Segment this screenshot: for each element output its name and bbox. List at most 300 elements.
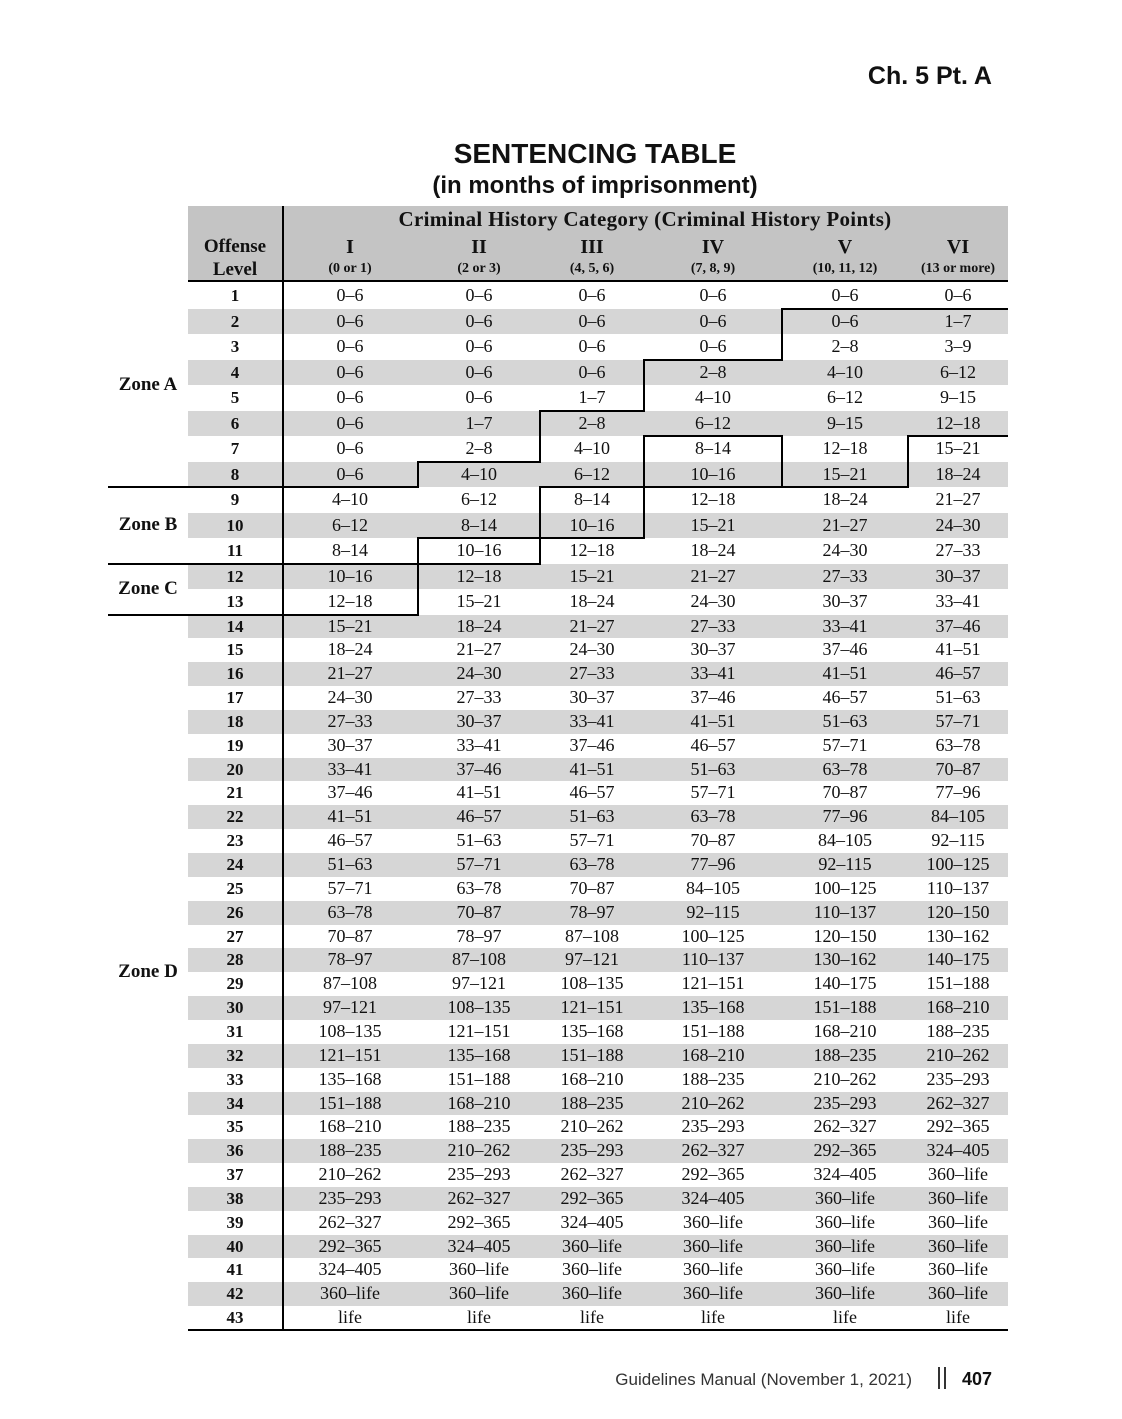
offense-level: 37 — [226, 1165, 244, 1185]
guideline-range: 0–6 — [699, 310, 727, 331]
table-row — [188, 781, 1008, 805]
guideline-range: 10–16 — [569, 514, 615, 535]
guideline-range: 63–78 — [456, 877, 502, 898]
table-row — [188, 877, 1008, 901]
guideline-range: 10–16 — [327, 565, 373, 586]
guideline-range: 360–life — [683, 1283, 743, 1304]
page-number: 407 — [962, 1369, 993, 1389]
guideline-range: 0–6 — [465, 285, 493, 305]
offense-level-header — [188, 235, 282, 281]
guideline-range: 262–327 — [318, 1211, 382, 1232]
guideline-range: 360–life — [815, 1187, 875, 1208]
guideline-range: 360–life — [683, 1235, 743, 1256]
offense-level: 17 — [226, 688, 244, 708]
guideline-range: 24–30 — [327, 687, 373, 708]
guideline-range: 0–6 — [336, 336, 364, 356]
guideline-range: 30–37 — [327, 734, 373, 755]
guideline-range: 8–14 — [574, 489, 610, 509]
guideline-range: 135–168 — [447, 1044, 511, 1065]
guideline-range: 151–188 — [447, 1068, 511, 1089]
guideline-range: 0–6 — [578, 285, 606, 305]
guideline-range: 30–37 — [822, 591, 868, 611]
guideline-range: 235–293 — [447, 1164, 511, 1185]
zone-a-b-boundary-step — [539, 410, 541, 463]
guideline-range: 15–21 — [327, 615, 373, 636]
guideline-range: 27–33 — [569, 663, 615, 684]
guideline-range: 41–51 — [822, 663, 868, 684]
offense-level: 32 — [226, 1045, 244, 1065]
table-row — [188, 1115, 1008, 1139]
table-row — [188, 996, 1008, 1020]
category-numeral: V — [837, 236, 853, 258]
guideline-range: 262–327 — [560, 1164, 624, 1185]
guideline-range: 37–46 — [935, 615, 981, 636]
zone-b-c-boundary-step — [781, 435, 783, 488]
zone-c-d-boundary-segment — [782, 486, 908, 488]
table-row — [188, 901, 1008, 925]
table-row — [188, 948, 1008, 972]
guideline-range: 151–188 — [813, 997, 877, 1018]
guideline-range: 168–210 — [318, 1116, 382, 1137]
table-row — [188, 360, 1008, 386]
guideline-range: 6–12 — [461, 489, 497, 509]
zone-label: Zone C — [118, 578, 178, 599]
guideline-range: 51–63 — [456, 830, 502, 851]
guideline-range: 46–57 — [935, 663, 981, 684]
zone-c-d-boundary-step — [539, 537, 541, 565]
guideline-range: 15–21 — [456, 591, 502, 611]
offense-level: 9 — [230, 490, 240, 509]
guideline-range: 33–41 — [456, 734, 502, 755]
offense-level: 1 — [230, 286, 240, 305]
guideline-range: 51–63 — [822, 710, 868, 731]
guideline-range: 33–41 — [569, 710, 615, 731]
offense-label: Offense — [203, 236, 267, 257]
offense-level: 42 — [226, 1284, 244, 1304]
guideline-range: 0–6 — [465, 310, 493, 331]
guideline-range: 235–293 — [926, 1068, 990, 1089]
guideline-range: 77–96 — [935, 782, 981, 803]
zone-a-b-boundary-step — [417, 461, 419, 489]
guideline-range: 0–6 — [699, 285, 727, 305]
guideline-range: 168–210 — [447, 1092, 511, 1113]
offense-level: 4 — [230, 362, 240, 382]
guideline-range: 135–168 — [318, 1068, 382, 1089]
table-row — [188, 1044, 1008, 1068]
guideline-range: 8–14 — [332, 540, 368, 560]
guideline-range: 12–18 — [569, 540, 615, 560]
guideline-range: 188–235 — [813, 1044, 877, 1065]
guideline-range: 70–87 — [456, 901, 502, 922]
guideline-range: 57–71 — [569, 830, 615, 851]
guideline-range: 210–262 — [813, 1068, 877, 1089]
guideline-range: 8–14 — [461, 514, 497, 535]
guideline-range: 262–327 — [813, 1116, 877, 1137]
guideline-range: 27–33 — [935, 540, 981, 560]
table-row — [188, 686, 1008, 710]
guideline-range: 18–24 — [569, 591, 615, 611]
offense-level: 39 — [226, 1212, 244, 1232]
zone-b-c-boundary-segment — [282, 563, 418, 565]
guideline-range: 108–135 — [560, 973, 624, 994]
guideline-range: 41–51 — [456, 782, 502, 803]
guideline-range: 0–6 — [465, 361, 493, 382]
guideline-range: 324–405 — [681, 1187, 745, 1208]
guideline-range: 9–15 — [827, 412, 863, 433]
guideline-range: 2–8 — [831, 336, 859, 356]
table-row — [188, 1187, 1008, 1211]
guideline-range: 120–150 — [926, 901, 990, 922]
guideline-range: 188–235 — [318, 1140, 382, 1161]
guideline-range: 78–97 — [456, 925, 502, 946]
zone-b-c-boundary-step — [539, 486, 541, 539]
table-row — [188, 1211, 1008, 1235]
guideline-range: 0–6 — [831, 310, 859, 331]
guideline-range: 18–24 — [327, 639, 373, 660]
zone-label: Zone B — [118, 514, 178, 536]
category-points: (13 or more) — [920, 261, 996, 276]
guideline-range: 324–405 — [318, 1259, 382, 1280]
table-subtitle: (in months of imprisonment) — [432, 172, 758, 199]
zone-b-c-boundary-step — [643, 435, 645, 488]
table-row — [188, 972, 1008, 996]
guideline-range: 235–293 — [560, 1140, 624, 1161]
guideline-range: 360–life — [928, 1235, 988, 1256]
offense-level: 7 — [230, 439, 240, 458]
guideline-range: 2–8 — [699, 361, 727, 382]
guideline-range: 37–46 — [569, 734, 615, 755]
guideline-range: 63–78 — [690, 806, 736, 827]
guideline-range: 110–137 — [813, 901, 877, 922]
guideline-range: 24–30 — [690, 591, 736, 611]
footer-separator — [938, 1367, 946, 1389]
guideline-range: 360–life — [928, 1283, 988, 1304]
offense-level: 24 — [226, 855, 244, 874]
guideline-range: 1–7 — [465, 412, 493, 433]
guideline-range: 360–life — [928, 1211, 988, 1232]
zone-c-d-boundary-segment — [644, 486, 782, 488]
guideline-range: 33–41 — [690, 663, 736, 684]
table-row — [188, 436, 1008, 462]
guideline-range: 8–14 — [695, 438, 731, 458]
table-row — [188, 734, 1008, 758]
guideline-range: 100–125 — [926, 854, 990, 874]
guideline-range: 46–57 — [456, 806, 502, 827]
guideline-range: 324–405 — [926, 1140, 990, 1161]
guideline-range: 360–life — [683, 1259, 743, 1280]
guideline-range: 33–41 — [935, 591, 981, 611]
guideline-range: 324–405 — [813, 1164, 877, 1185]
table-row — [188, 758, 1008, 782]
guideline-range: 18–24 — [690, 540, 736, 560]
guideline-range: 78–97 — [327, 949, 373, 970]
guideline-range: 360–life — [928, 1187, 988, 1208]
table-row — [188, 710, 1008, 734]
guideline-range: 0–6 — [944, 285, 972, 305]
guideline-range: 37–46 — [456, 758, 502, 779]
table-row — [188, 564, 1008, 590]
category-points: (0 or 1) — [328, 261, 372, 276]
guideline-range: 110–137 — [681, 949, 745, 970]
guideline-range: 87–108 — [323, 973, 377, 994]
guideline-range: 57–71 — [935, 710, 981, 731]
table-bottom-rule — [188, 1329, 1008, 1331]
guideline-range: 292–365 — [560, 1187, 624, 1208]
guideline-range: 108–135 — [447, 997, 511, 1018]
offense-level: 36 — [226, 1141, 244, 1161]
table-row — [188, 853, 1008, 877]
offense-level: 8 — [230, 464, 240, 484]
guideline-range: 360–life — [928, 1164, 988, 1185]
guideline-range: 151–188 — [318, 1092, 382, 1113]
guideline-range: 188–235 — [447, 1116, 511, 1137]
guideline-range: 121–151 — [447, 1020, 511, 1041]
guideline-range: 360–life — [449, 1259, 509, 1280]
guideline-range: 24–30 — [935, 514, 981, 535]
guideline-range: 9–15 — [940, 387, 976, 407]
offense-level: 14 — [226, 616, 244, 636]
guideline-range: 51–63 — [935, 687, 981, 708]
offense-level: 12 — [226, 566, 244, 586]
table-row — [188, 1139, 1008, 1163]
guideline-range: 168–210 — [681, 1044, 745, 1065]
guideline-range: 4–10 — [827, 361, 863, 382]
zone-a-b-boundary-step — [781, 308, 783, 361]
guideline-range: 360–life — [815, 1283, 875, 1304]
zone-c-d-boundary-step — [417, 563, 419, 616]
guideline-range: 97–121 — [565, 949, 619, 970]
guideline-range: 21–27 — [690, 565, 736, 586]
guideline-range: 168–210 — [560, 1068, 624, 1089]
zone-a-b-boundary-segment — [418, 461, 540, 463]
guideline-range: 210–262 — [318, 1164, 382, 1185]
guideline-range: 6–12 — [940, 361, 976, 382]
guideline-range: 360–life — [320, 1283, 380, 1304]
guideline-range: 6–12 — [574, 463, 610, 484]
guideline-range: 41–51 — [569, 758, 615, 779]
zone-c-d-boundary-label-rule — [108, 614, 282, 616]
offense-level: 21 — [226, 783, 244, 803]
table-row — [188, 925, 1008, 949]
table-row — [188, 411, 1008, 437]
guideline-range: 27–33 — [327, 710, 373, 731]
guideline-range: 360–life — [562, 1235, 622, 1256]
guideline-range: 1–7 — [578, 387, 606, 407]
guideline-range: 27–33 — [690, 615, 736, 636]
chapter-label: Ch. 5 Pt. A — [867, 62, 992, 90]
guideline-range: 100–125 — [813, 877, 877, 898]
guideline-range: 4–10 — [695, 387, 731, 407]
guideline-range: 10–16 — [456, 540, 502, 560]
category-numeral: III — [580, 236, 604, 258]
guideline-range: 92–115 — [686, 901, 740, 922]
guideline-range: 77–96 — [822, 806, 868, 827]
guideline-range: 27–33 — [822, 565, 868, 586]
zone-b-c-boundary-segment — [418, 537, 540, 539]
zone-c-d-boundary-segment — [540, 537, 644, 539]
guideline-range: 168–210 — [813, 1020, 877, 1041]
guideline-range: 21–27 — [456, 639, 502, 660]
zone-b-c-boundary-label-rule — [108, 563, 282, 565]
guideline-range: 97–121 — [323, 997, 377, 1018]
guideline-range: 151–188 — [681, 1020, 745, 1041]
guideline-range: 46–57 — [690, 734, 736, 755]
guideline-range: 70–87 — [690, 830, 736, 851]
guideline-range: 235–293 — [318, 1187, 382, 1208]
guideline-range: 41–51 — [935, 639, 981, 660]
guideline-range: 33–41 — [327, 758, 373, 779]
guideline-range: life — [580, 1307, 604, 1328]
guideline-range: life — [946, 1307, 970, 1328]
guideline-range: 0–6 — [831, 285, 859, 305]
guideline-range: life — [833, 1307, 857, 1328]
guideline-range: 0–6 — [336, 387, 364, 407]
guideline-range: 324–405 — [560, 1211, 624, 1232]
level-label: Level — [212, 259, 258, 280]
offense-level: 19 — [226, 735, 244, 755]
offense-level: 35 — [226, 1117, 244, 1137]
guideline-range: 57–71 — [456, 854, 502, 874]
guideline-range: 210–262 — [560, 1116, 624, 1137]
guideline-range: 0–6 — [578, 310, 606, 331]
guideline-range: 92–115 — [818, 854, 872, 874]
guideline-range: 30–37 — [690, 639, 736, 660]
guideline-range: 121–151 — [681, 973, 745, 994]
category-numeral: II — [471, 236, 487, 258]
guideline-range: 292–365 — [926, 1116, 990, 1137]
guideline-range: 57–71 — [327, 877, 373, 898]
offense-level: 29 — [226, 974, 244, 994]
zone-b-c-boundary-segment — [540, 486, 644, 488]
guideline-range: 151–188 — [560, 1044, 624, 1065]
guideline-range: 30–37 — [569, 687, 615, 708]
guideline-range: 2–8 — [465, 438, 493, 458]
guideline-range: 87–108 — [565, 925, 619, 946]
category-numeral: IV — [701, 236, 725, 258]
guideline-range: 51–63 — [327, 854, 373, 874]
guideline-range: 51–63 — [690, 758, 736, 779]
guideline-range: 84–105 — [931, 806, 985, 827]
header-rule — [188, 280, 1008, 282]
offense-level: 2 — [230, 311, 240, 331]
zone-a-b-boundary-step — [643, 359, 645, 412]
guideline-range: 140–175 — [813, 973, 877, 994]
guideline-range: life — [338, 1307, 362, 1328]
guideline-range: 360–life — [449, 1283, 509, 1304]
offense-level: 18 — [226, 711, 244, 731]
guideline-range: 120–150 — [813, 925, 877, 946]
table-title: SENTENCING TABLE — [453, 138, 737, 169]
guideline-range: 24–30 — [822, 540, 868, 560]
offense-level: 25 — [226, 878, 244, 898]
table-row — [188, 309, 1008, 335]
zone-a-b-boundary-segment — [644, 359, 782, 361]
guideline-range: 30–37 — [456, 710, 502, 731]
guideline-range: 188–235 — [560, 1092, 624, 1113]
level-column-rule — [282, 206, 284, 1330]
guideline-range: 12–18 — [456, 565, 502, 586]
guideline-range: 18–24 — [456, 615, 502, 636]
guideline-range: 360–life — [683, 1211, 743, 1232]
offense-level: 23 — [226, 831, 244, 851]
guideline-range: 0–6 — [336, 463, 364, 484]
guideline-range: 18–24 — [822, 489, 868, 509]
guideline-range: 12–18 — [822, 438, 868, 458]
table-row — [188, 462, 1008, 488]
zone-c-d-boundary-step — [643, 486, 645, 539]
guideline-range: 24–30 — [569, 639, 615, 660]
guideline-range: 135–168 — [560, 1020, 624, 1041]
guideline-range: 292–365 — [813, 1140, 877, 1161]
table-row — [188, 1235, 1008, 1259]
guideline-range: 63–78 — [569, 854, 615, 874]
table-row — [188, 1020, 1008, 1044]
zone-c-d-boundary-segment — [418, 563, 540, 565]
zone-c-d-boundary-segment — [908, 435, 1008, 437]
guideline-range: 130–162 — [813, 949, 877, 970]
guideline-range: 15–21 — [822, 463, 868, 484]
guideline-range: 292–365 — [447, 1211, 511, 1232]
guideline-range: 92–115 — [931, 830, 985, 851]
zone-a-b-boundary-segment — [782, 308, 908, 310]
guideline-range: 21–27 — [822, 514, 868, 535]
footer-manual: Guidelines Manual (November 1, 2021) — [615, 1370, 912, 1389]
offense-level: 26 — [226, 902, 244, 922]
guideline-range: 46–57 — [822, 687, 868, 708]
table-row — [188, 538, 1008, 564]
guideline-range: 6–12 — [695, 412, 731, 433]
guideline-range: 70–87 — [569, 877, 615, 898]
guideline-range: 21–27 — [569, 615, 615, 636]
table-row — [188, 805, 1008, 829]
guideline-range: 15–21 — [690, 514, 736, 535]
guideline-range: 0–6 — [578, 336, 606, 356]
guideline-range: 63–78 — [935, 734, 981, 755]
guideline-range: 41–51 — [690, 710, 736, 731]
guideline-range: life — [701, 1307, 725, 1328]
guideline-range: 235–293 — [813, 1092, 877, 1113]
guideline-range: 0–6 — [465, 387, 493, 407]
zone-a-b-boundary-segment — [540, 410, 644, 412]
table-row — [188, 487, 1008, 513]
guideline-range: 41–51 — [327, 806, 373, 827]
guideline-range: 151–188 — [926, 973, 990, 994]
guideline-range: 78–97 — [569, 901, 615, 922]
guideline-range: 262–327 — [926, 1092, 990, 1113]
guideline-range: 235–293 — [681, 1116, 745, 1137]
guideline-range: 27–33 — [456, 687, 502, 708]
table-row — [188, 638, 1008, 662]
table-row — [188, 589, 1008, 615]
zone-c-d-boundary-step — [907, 435, 909, 488]
offense-level: 38 — [226, 1188, 244, 1208]
guideline-range: 12–18 — [327, 591, 373, 611]
offense-level: 15 — [226, 640, 244, 660]
table-row — [188, 513, 1008, 539]
guideline-range: 51–63 — [569, 806, 615, 827]
guideline-range: 0–6 — [336, 285, 364, 305]
guideline-range: 360–life — [562, 1283, 622, 1304]
offense-level: 5 — [230, 388, 240, 407]
guideline-range: 0–6 — [336, 310, 364, 331]
zone-label: Zone D — [118, 961, 178, 983]
table-row — [188, 385, 1008, 411]
guideline-range: 1–7 — [944, 310, 972, 331]
offense-level: 30 — [226, 998, 244, 1018]
guideline-range: 30–37 — [935, 565, 981, 586]
zone-label: Zone A — [118, 374, 178, 395]
guideline-range: 37–46 — [327, 782, 373, 803]
